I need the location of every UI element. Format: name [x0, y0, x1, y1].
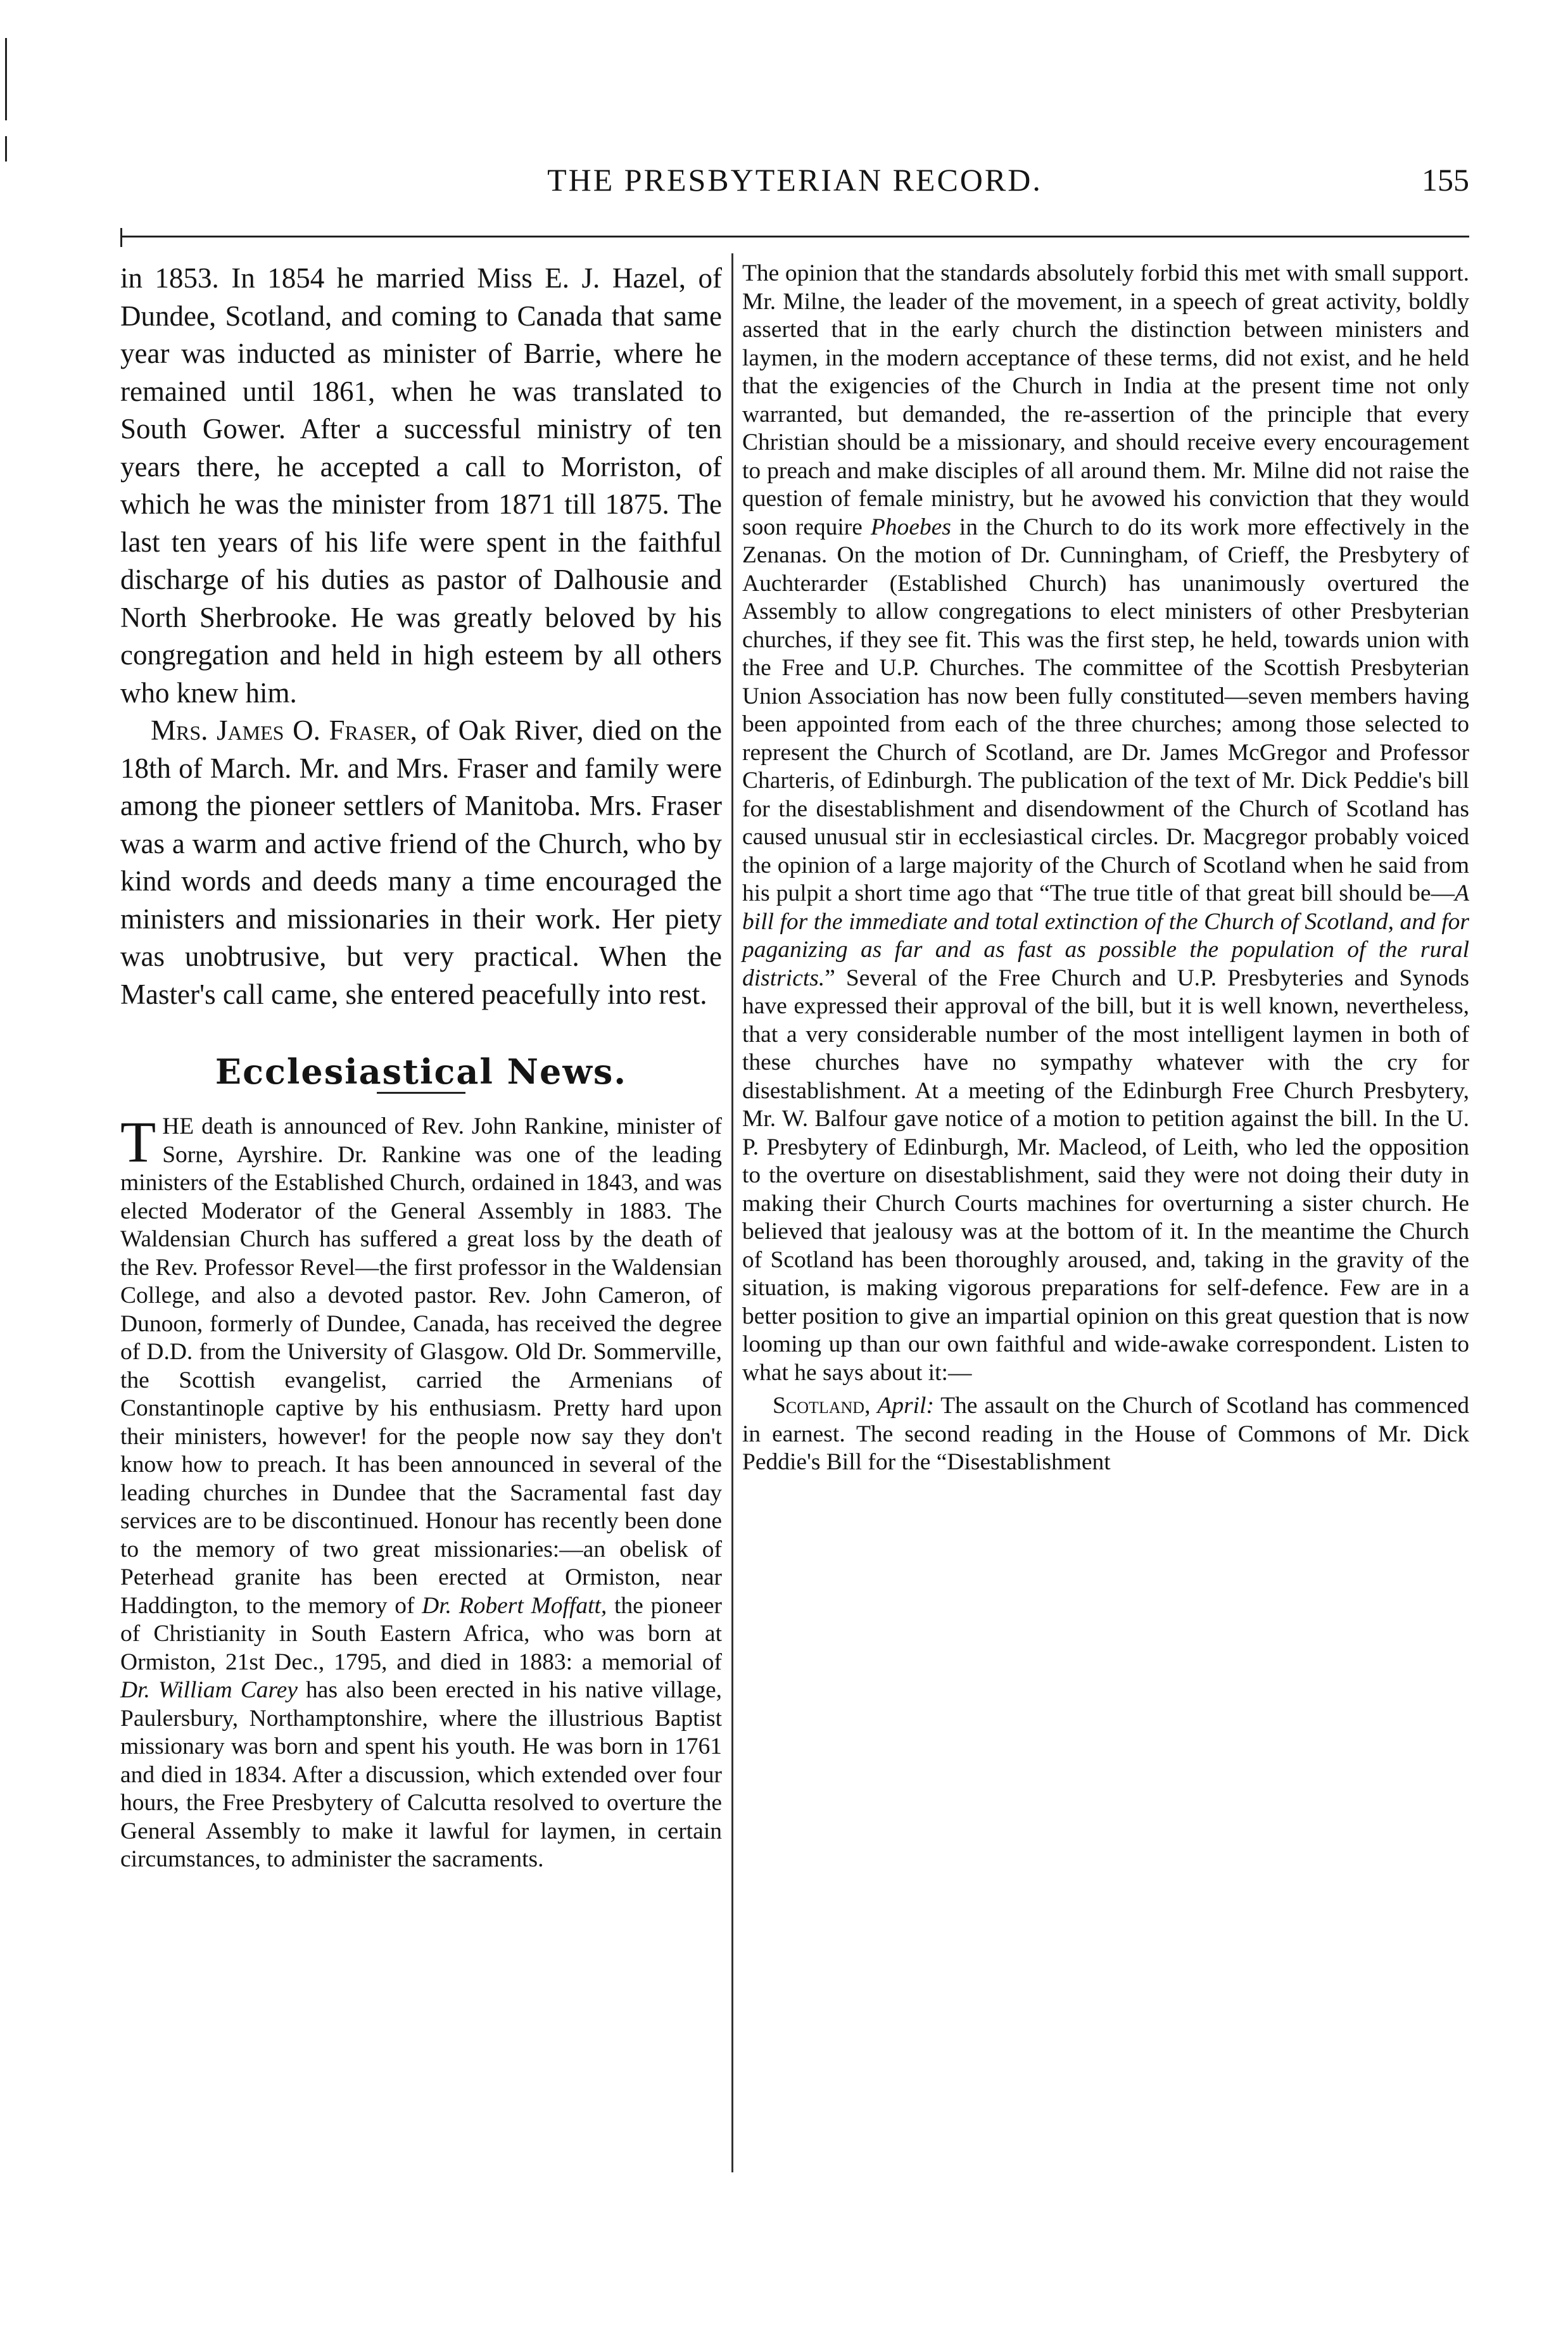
- page-number: 155: [1422, 162, 1469, 198]
- drop-cap: T: [120, 1110, 156, 1174]
- right-column: [742, 260, 1469, 1477]
- news-italic-moffatt: Dr. Robert Moffatt,: [422, 1592, 607, 1619]
- header-rule: [120, 236, 1469, 238]
- header-rule-tick: [120, 228, 122, 247]
- news-text-2: the pioneer of Christianity in South Eastern Africa, who was born at Ormiston, 21st Dec., 1795, and died in 1883: a memorial of: [120, 1592, 722, 1675]
- section-heading-block: [120, 1051, 722, 1094]
- obituary-fraser: [120, 712, 722, 1013]
- fraser-text: of Oak River, died on the 18th of March. Mr. and Mrs. Fraser and family were among the pioneer settlers of Manitoba. Mrs. Fraser was a warm and active friend of the Church, who by kind words and deeds many a time encouraged the ministers and missionaries in their work. Her piety was unobtrusive, but very practical. When the Master's call came, she entered peacefully into rest.: [120, 714, 722, 1010]
- news-text-3: has also been erected in his native village, Paulersbury, Northamptonshire, where the illustrious Baptist missionary was born and spent his youth. He was born in 1761 and died in 1834. After a discussion, which extended over four hours, the Free Presbytery of Calcutta resolved to overture the General Assembly to make it lawful for laymen, in certain circumstances, to administer the sacraments.: [120, 1677, 722, 1872]
- letter-text: The assault on the Church of Scotland has commenced in earnest. The second reading in the House of Commons of Mr. Dick Peddie's Bill for the “Disestablishment: [742, 1393, 1470, 1475]
- heading-rule: [377, 1092, 465, 1094]
- scan-edge-line: [5, 38, 7, 120]
- news-continued: [742, 260, 1469, 1387]
- right-italic-bill-title: A bill for the immediate and total extinction of the Church of Scotland, and for paganizing as far and as fast as possible the population of the rural districts.: [742, 880, 1469, 991]
- page-header: [120, 162, 1469, 219]
- right-text-2: in the Church to do its work more effectively in the Zenanas. On the motion of Dr. Cunningham, of Crieff, the Presbytery of Auchterarder (Established Church) has unanimously overtured the Assembly to allow congregations to elect ministers of other Presbyterian churches, if they see fit. This was the first step, he held, towards union with the Free and U.P. Churches. The committee of the Scottish Presbyterian Union Association has now been fully constituted—seven members having been appointed from each of the three churches; among those selected to represent the Church of Scotland, are Dr. James McGregor and Professor Charteris, of Edinburgh. The publication of the text of Mr. Dick Peddie's bill for the disestablishment and disendowment of the Church of Scotland has caused unusual stir in ecclesiastical circles. Dr. Macgregor probably voiced the opinion of a large majority of the Church of Scotland when he said from his pulpit a short time ago that “The true title of that great bill should be—: [742, 514, 1469, 906]
- running-title: THE PRESBYTERIAN RECORD.: [547, 162, 1042, 198]
- right-italic-phoebes: Phoebes: [870, 514, 951, 540]
- fraser-name: Mrs. James O. Fraser,: [151, 714, 417, 746]
- news-text-1: HE death is announced of Rev. John Rankine, minister of Sorne, Ayrshire. Dr. Rankine was one of the leading ministers of the Established Church, ordained in 1843, and was elected Moderator of the General Assembly in 1883. The Waldensian Church has suffered a great loss by the death of the Rev. Professor Revel—the first professor in the Waldensian College, and also a devoted pastor. Rev. John Cameron, of Dunoon, formerly of Dundee, Canada, has received the degree of D.D. from the University of Glasgow. Old Dr. Sommerville, the Scottish evangelist, carried the Armenians of Constantinople captive by his enthusiasm. Pretty hard upon their ministers, however! for the people now say they don't know how to preach. It has been announced in several of the leading churches in Dundee that the Sacramental fast day services are to be discontinued. Honour has recently been done to the memory of two great missionaries:—an obelisk of Peterhead granite has been erected at Ormiston, near Haddington, to the memory of: [120, 1113, 722, 1619]
- dateline-month: April:: [877, 1393, 934, 1419]
- correspondent-letter: [742, 1392, 1469, 1477]
- left-column: [120, 260, 722, 1874]
- scan-edge-line-lower: [5, 136, 7, 162]
- news-paragraph: [120, 1110, 722, 1874]
- section-heading: Ecclesiastical News.: [215, 1051, 628, 1092]
- right-text-3: ” Several of the Free Church and U.P. Presbyteries and Synods have expressed their approval of the bill, but it is well known, nevertheless, that a very considerable number of the most intelligent laymen in both of these churches have no sympathy whatever with the cry for disestablishment. At a meeting of the Edinburgh Free Church Presbytery, Mr. W. Balfour gave notice of a motion to petition against the bill. In the U. P. Presbytery of Edinburgh, Mr. Macleod, of Leith, who led the opposition to the overture on disestablishment, said they were not doing their duty in making their Church Courts machines for overturning a sister church. He believed that jealousy was at the bottom of it. In the meantime the Church of Scotland has been thoroughly aroused, and, taking in the gravity of the situation, is making vigorous preparations for self-defence. Few are in a better position to give an impartial opinion on this great question that is now looming up than our own faithful and wide-awake correspondent. Listen to what he says about it:—: [742, 965, 1469, 1386]
- news-italic-carey: Dr. William Carey: [120, 1677, 298, 1703]
- right-text-1: The opinion that the standards absolutely forbid this met with small support. Mr. Milne, the leader of the movement, in a speech of great activity, boldly asserted that in the early church the distinction between ministers and laymen, in the modern acceptance of these terms, did not exist, and he held that the exigencies of the Church in India at the present time not only warranted, but demanded, the re-assertion of the principle that every Christian should be a missionary, and should receive every encouragement to preach and make disciples of all around them. Mr. Milne did not raise the question of female ministry, but he avowed his conviction that they would soon require: [742, 260, 1469, 540]
- dateline-place: Scotland,: [773, 1393, 871, 1419]
- column-divider: [731, 253, 733, 2172]
- obituary-continued: in 1853. In 1854 he married Miss E. J. Hazel, of Dundee, Scotland, and coming to Canada that same year was inducted as minister of Barrie, where he remained until 1861, when he was translated to South Gower. After a successful ministry of ten years there, he accepted a call to Morriston, of which he was the minister from 1871 till 1875. The last ten years of his life were spent in the faithful discharge of his duties as pastor of Dalhousie and North Sherbrooke. He was greatly beloved by his congregation and held in high esteem by all others who knew him.: [120, 262, 722, 709]
